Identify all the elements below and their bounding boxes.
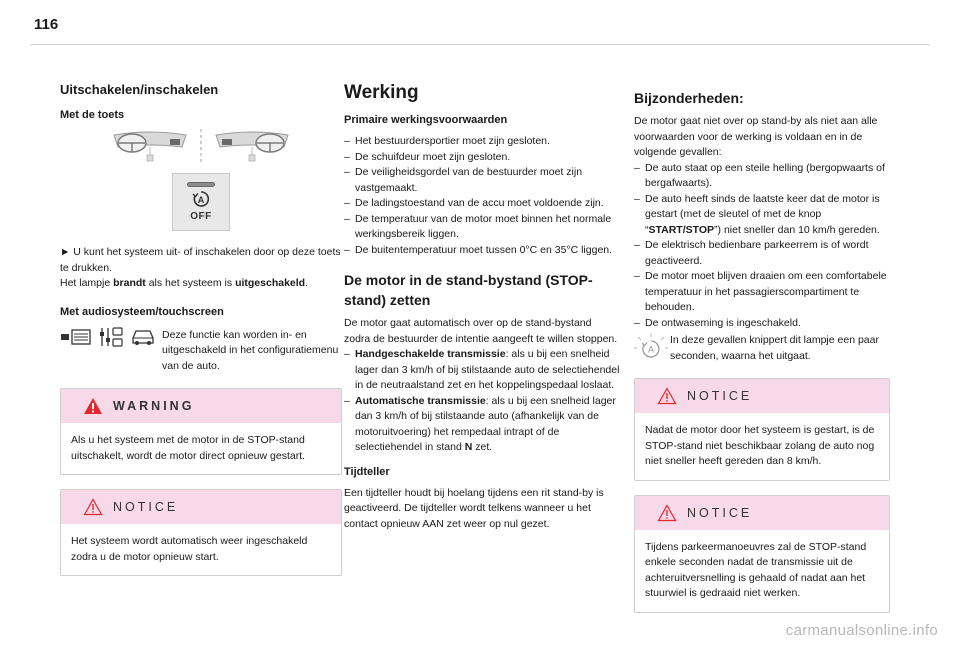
item2-part: ”) niet sneller dan 10 km/h gereden. <box>714 223 880 236</box>
svg-text:A: A <box>197 195 205 205</box>
instruction-text-1: ► U kunt het systeem uit- of inschakelen door op deze toets te drukken. <box>60 246 341 274</box>
notice-text: Tijdens parkeermanoeuvres zal de STOP-stand enkele seconden nadat de transmissie uit de achteruitversnelling is gehaald of nadat aan het stuurwiel is gedraaid niet werken. <box>645 540 867 599</box>
list-item: – De auto staat op een steile helling (bergopwaarts of bergafwaarts). <box>634 161 890 192</box>
list-item: – De temperatuur van de motor moet binnen het normale werkingsbereik liggen. <box>344 212 620 243</box>
start-stop-label: START/STOP <box>648 223 715 236</box>
audio-heading: Met audiosysteem/touchscreen <box>60 305 224 318</box>
list-item: – De schuifdeur moet zijn gesloten. <box>344 150 620 166</box>
manual-text: : als u bij een snelheid lager dan 3 km/h of bij stilstaande auto de selectiehendel in de neutraalstand zet en het koppelingspedaal loslaat. <box>355 348 620 391</box>
instr-part: Het lampje <box>60 277 114 289</box>
timer-heading: Tijdteller <box>344 465 390 478</box>
steering-wheel-illustration <box>60 129 342 163</box>
primary-heading: Primaire werkingsvoorwaarden <box>344 114 508 126</box>
off-label: OFF <box>190 211 212 222</box>
car-menu-icon <box>60 327 92 347</box>
timer-text: Een tijdteller houdt bij hoelang tijdens een rit stand-by is geactiveerd. De tijdteller wordt telkens wanneer u het contact opnieuw AAN zet weer op nul gezet. <box>344 486 604 530</box>
instr-part: als het systeem is <box>145 277 236 289</box>
notice-box-2 <box>634 495 890 613</box>
column-right <box>634 88 890 613</box>
audio-icons <box>60 326 156 348</box>
list-item: – De ladingstoestand van de accu moet voldoende zijn. <box>344 196 620 212</box>
standby-intro: De motor gaat automatisch over op de stand-bystand zodra de bestuurder de intentie aangeeft te willen stoppen. <box>344 317 618 345</box>
notice-header <box>635 379 889 413</box>
special-list <box>634 161 890 332</box>
auto-a-icon <box>192 190 210 208</box>
notice-text: Het systeem wordt automatisch weer ingeschakeld zodra u de motor opnieuw start. <box>71 535 308 563</box>
instruction-text-2 <box>60 276 342 292</box>
column-left <box>60 82 342 576</box>
notice-header <box>61 490 341 524</box>
watermark: carmanualsonline.info <box>785 622 938 639</box>
stop-start-off-button[interactable] <box>172 173 230 231</box>
list-item: – Het bestuurdersportier moet zijn gesloten. <box>344 134 620 150</box>
notice-label: NOTICE <box>687 505 753 520</box>
page-number: 116 <box>34 16 59 33</box>
warning-triangle-icon <box>83 397 103 415</box>
section-title-switch: Uitschakelen/inschakelen <box>60 82 219 97</box>
section-title-werking: Werking <box>344 82 419 103</box>
warning-label: WARNING <box>113 399 195 413</box>
warning-text: Als u het systeem met de motor in de STOP-stand uitschakelt, wordt de motor direct opnieuw gestart. <box>71 434 306 462</box>
button-heading: Met de toets <box>60 109 125 121</box>
top-divider <box>30 44 930 45</box>
notice-box-1 <box>634 378 890 481</box>
notice-label: NOTICE <box>113 500 179 514</box>
notice-triangle-icon <box>657 504 677 522</box>
instr-bold-uitgeschakeld: uitgeschakeld <box>235 277 306 289</box>
notice-triangle-icon <box>657 387 677 405</box>
notice-triangle-icon <box>83 498 103 516</box>
car-icon <box>130 328 156 346</box>
special-intro: De motor gaat niet over op stand-by als niet aan alle voorwaarden voor de werking is voldaan en in de volgende gevallen: <box>634 115 878 158</box>
instr-part: . <box>305 277 309 289</box>
item2-part: De auto heeft sinds de laatste keer dat de motor is gestart (met de sleutel of met de knop “ <box>645 192 880 236</box>
list-item: – De motor moet blijven draaien om een comfortabele temperatuur in het passagierscompartiment te behouden. <box>634 269 890 316</box>
list-item-auto <box>344 394 620 456</box>
standby-list <box>344 347 620 456</box>
steering-wheel-left-icon <box>110 129 190 163</box>
steering-wheel-right-icon <box>212 129 292 163</box>
settings-sliders-icon <box>98 326 124 348</box>
list-item: – De buitentemperatuur moet tussen 0°C en 35°C liggen. <box>344 243 620 259</box>
list-item-manual <box>344 347 620 394</box>
section-title-bijzonderheden: Bijzonderheden: <box>634 90 744 106</box>
manual-label: Handgeschakelde transmissie <box>355 348 506 360</box>
notice-box <box>60 489 342 576</box>
divider-dashed-icon <box>198 129 204 163</box>
auto-n: N <box>464 441 473 453</box>
standby-heading: De motor in de stand-bystand (STOP-stand) zetten <box>344 272 593 308</box>
svg-text:A: A <box>647 344 655 355</box>
lamp-text: In deze gevallen knippert dit lampje een paar seconden, waarna het uitgaat. <box>670 334 879 362</box>
indicator-bar-icon <box>187 182 215 187</box>
warning-header <box>61 389 341 423</box>
auto-text: : als u bij een snelheid lager dan 3 km/h of bij stilstaande auto (afhankelijk van de motoruitvoering) het rempedaal intrapt of de selectiehendel in stand <box>355 394 616 453</box>
list-item: – De veiligheidsgordel van de bestuurder moet zijn vastgemaakt. <box>344 165 620 196</box>
warning-box <box>60 388 342 475</box>
blinking-lamp-icon <box>634 333 668 363</box>
primary-conditions-list <box>344 134 620 258</box>
column-middle <box>344 82 620 532</box>
notice-text: Nadat de motor door het systeem is gestart, is de STOP-stand niet beschikbaar zolang de auto nog niet sneller heeft gereden dan 8 km/h. <box>645 424 875 467</box>
list-item-startstop <box>634 192 890 239</box>
auto-text-end: zet. <box>472 441 493 453</box>
notice-header <box>635 496 889 530</box>
list-item: – De elektrisch bedienbare parkeerrem is of wordt geactiveerd. <box>634 238 890 269</box>
auto-label: Automatische transmissie <box>355 394 486 407</box>
audio-text: Deze functie kan worden in- en uitgeschakeld in het configuratiemenu van de auto. <box>162 328 339 372</box>
notice-label: NOTICE <box>687 389 753 403</box>
list-item: – De ontwaseming is ingeschakeld. <box>634 316 890 332</box>
instr-bold-brandt: brandt <box>113 277 146 289</box>
